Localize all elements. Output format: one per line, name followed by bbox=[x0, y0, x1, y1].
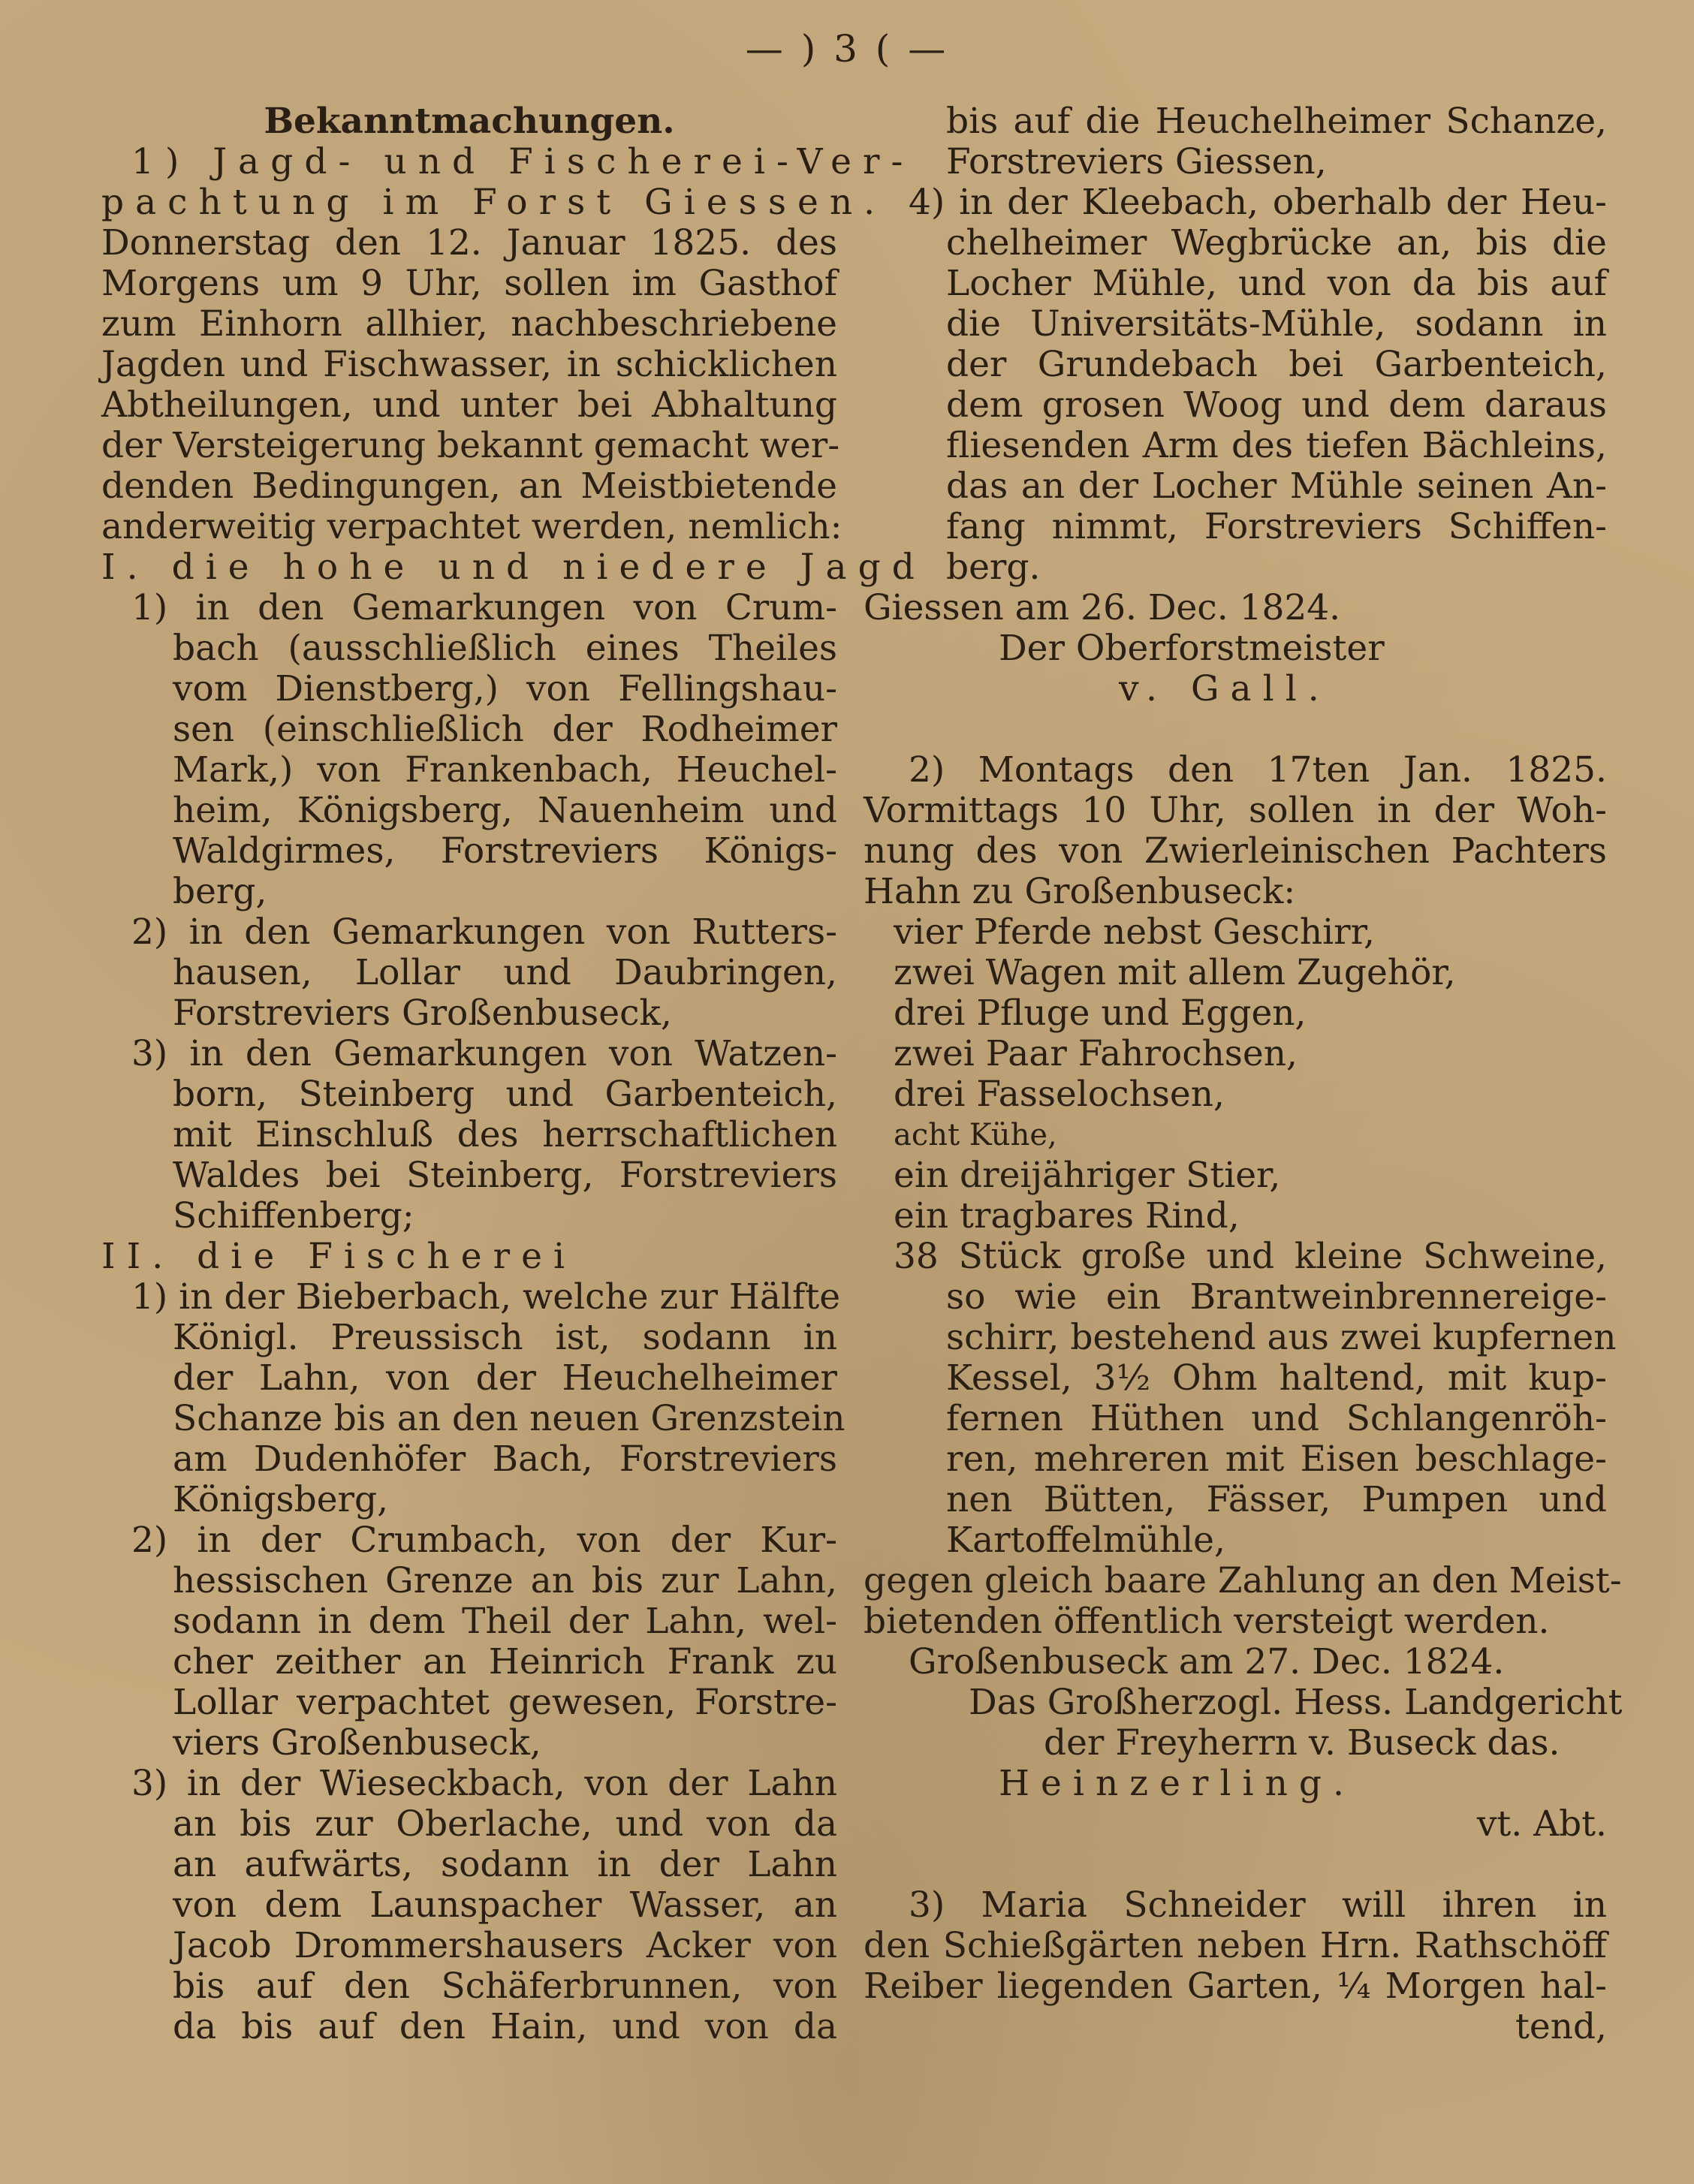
list-item: Forstreviers Großenbuseck, bbox=[173, 993, 672, 1034]
text-line: Hahn zu Großenbuseck: bbox=[864, 871, 1296, 912]
auction-item: schirr, bestehend aus zwei kupfernen bbox=[946, 1317, 1617, 1358]
notice-1-title: 1) Jagd- und Fischerei-Ver- bbox=[131, 141, 915, 182]
list-item: Waldes bei Steinberg, Forstreviers bbox=[173, 1155, 837, 1196]
list-item: der Lahn, von der Heuchelheimer bbox=[173, 1357, 837, 1399]
list-item: mit Einschluß des herrschaftlichen bbox=[173, 1114, 837, 1155]
list-item: cher zeither an Heinrich Frank zu bbox=[173, 1641, 837, 1682]
spacer bbox=[864, 709, 1607, 750]
list-item: Schiffenberg; bbox=[173, 1195, 414, 1237]
list-item: berg. bbox=[946, 547, 1041, 588]
list-item: chelheimer Wegbrücke an, bis die bbox=[946, 222, 1607, 264]
signature-title: Der Oberforstmeister bbox=[999, 628, 1385, 669]
text-line: tend, bbox=[1515, 2006, 1607, 2047]
signature-title: Das Großherzogl. Hess. Landgericht bbox=[969, 1682, 1623, 1723]
text-line: nung des von Zwierleinischen Pachters bbox=[864, 830, 1607, 872]
list-item: Waldgirmes, Forstreviers Königs- bbox=[173, 830, 837, 872]
list-item: 3) in den Gemarkungen von Watzen- bbox=[131, 1033, 837, 1074]
text-line: zum Einhorn allhier, nachbeschriebene bbox=[101, 303, 837, 345]
text-line: Jagden und Fischwasser, in schicklichen bbox=[101, 344, 837, 385]
list-item: dem grosen Woog und dem daraus bbox=[946, 384, 1607, 426]
list-item: Schanze bis an den neuen Grenzstein bbox=[173, 1398, 845, 1439]
text-line: Abtheilungen, und unter bei Abhaltung bbox=[101, 384, 837, 426]
list-item: fliesenden Arm des tiefen Bächleins, bbox=[946, 425, 1607, 466]
list-item: von dem Launspacher Wasser, an bbox=[173, 1884, 837, 1926]
text-line: den Schießgärten neben Hrn. Rathschöff bbox=[864, 1925, 1607, 1966]
signature-title: der Freyherrn v. Buseck das. bbox=[1044, 1722, 1560, 1764]
list-item: 4) in der Kleebach, oberhalb der Heu- bbox=[909, 182, 1607, 223]
list-item: der Grundebach bei Garbenteich, bbox=[946, 344, 1607, 385]
auction-item: Kartoffelmühle, bbox=[946, 1520, 1225, 1561]
list-item: sen (einschließlich der Rodheimer bbox=[173, 709, 837, 750]
text-line: anderweitig verpachtet werden, nemlich: bbox=[101, 506, 842, 547]
page-number-header: — ) 3 ( — bbox=[745, 27, 949, 71]
text-line: Donnerstag den 12. Januar 1825. des bbox=[101, 222, 837, 264]
text-line: Reiber liegenden Garten, ¼ Morgen hal- bbox=[864, 1966, 1607, 2007]
list-item: born, Steinberg und Garbenteich, bbox=[173, 1074, 837, 1115]
spacer bbox=[864, 1845, 1607, 1885]
list-item: bis auf die Heuchelheimer Schanze, bbox=[946, 101, 1607, 142]
list-item: Königsberg, bbox=[173, 1479, 389, 1520]
auction-item: fernen Hüthen und Schlangenröh- bbox=[946, 1398, 1607, 1439]
auction-item: ein dreijähriger Stier, bbox=[894, 1155, 1281, 1196]
auction-item: ein tragbares Rind, bbox=[894, 1195, 1240, 1237]
list-item: bach (ausschließlich eines Theiles bbox=[173, 628, 837, 669]
auction-item: zwei Wagen mit allem Zugehör, bbox=[894, 952, 1456, 993]
auction-item: 38 Stück große und kleine Schweine, bbox=[894, 1236, 1607, 1277]
list-item: fang nimmt, Forstreviers Schiffen- bbox=[946, 506, 1607, 547]
auction-item: ren, mehreren mit Eisen beschlage- bbox=[946, 1438, 1607, 1480]
left-column bbox=[101, 101, 926, 2047]
right-column bbox=[864, 101, 1623, 2047]
auction-item: so wie ein Brantweinbrennereige- bbox=[946, 1276, 1607, 1318]
list-item: 1) in der Bieberbach, welche zur Hälfte bbox=[131, 1276, 841, 1318]
list-item: die Universitäts-Mühle, sodann in bbox=[946, 303, 1607, 345]
signature-name: Heinzerling. bbox=[999, 1763, 1355, 1804]
text-line: bietenden öffentlich versteigt werden. bbox=[864, 1601, 1550, 1642]
list-item: das an der Locher Mühle seinen An- bbox=[946, 465, 1607, 507]
list-item: Forstreviers Giessen, bbox=[946, 141, 1327, 182]
section-heading: Bekanntmachungen. bbox=[264, 101, 675, 142]
text-line: Morgens um 9 Uhr, sollen im Gasthof bbox=[101, 263, 837, 304]
auction-item: zwei Paar Fahrochsen, bbox=[894, 1033, 1298, 1074]
auction-item: vier Pferde nebst Geschirr, bbox=[894, 911, 1375, 953]
list-item: Königl. Preussisch ist, sodann in bbox=[173, 1317, 837, 1358]
notice-1-title: pachtung im Forst Giessen. bbox=[101, 182, 887, 223]
signature-name: v. Gall. bbox=[1119, 668, 1331, 709]
list-item: hessischen Grenze an bis zur Lahn, bbox=[173, 1560, 837, 1601]
list-item: an aufwärts, sodann in der Lahn bbox=[173, 1844, 837, 1885]
list-item: 2) in der Crumbach, von der Kur- bbox=[131, 1520, 837, 1561]
list-item: 2) in den Gemarkungen von Rutters- bbox=[131, 911, 837, 953]
list-item: an bis zur Oberlache, und von da bbox=[173, 1803, 837, 1845]
list-item: Lollar verpachtet gewesen, Forstre- bbox=[173, 1682, 837, 1723]
auction-item: drei Pfluge und Eggen, bbox=[894, 993, 1307, 1034]
text-line: Vormittags 10 Uhr, sollen in der Woh- bbox=[864, 790, 1607, 831]
notice-date: Giessen am 26. Dec. 1824. bbox=[864, 587, 1341, 628]
list-item: viers Großenbuseck, bbox=[173, 1722, 541, 1764]
list-item: berg, bbox=[173, 871, 267, 912]
notice-date: Großenbuseck am 27. Dec. 1824. bbox=[909, 1641, 1505, 1682]
notice-3-text: 3) Maria Schneider will ihren in bbox=[909, 1884, 1607, 1926]
text-line: der Versteigerung bekannt gemacht wer- bbox=[101, 425, 840, 466]
list-item: da bis auf den Hain, und von da bbox=[173, 2006, 837, 2047]
list-item: sodann in dem Theil der Lahn, wel- bbox=[173, 1601, 837, 1642]
list-item: heim, Königsberg, Nauenheim und bbox=[173, 790, 837, 831]
text-line: gegen gleich baare Zahlung an den Meist- bbox=[864, 1560, 1622, 1601]
list-heading-hunting: I. die hohe und niedere Jagd bbox=[101, 547, 926, 588]
list-item: 1) in den Gemarkungen von Crum- bbox=[131, 587, 837, 628]
list-item: bis auf den Schäferbrunnen, von bbox=[173, 1966, 837, 2007]
auction-item: acht Kühe, bbox=[894, 1118, 1057, 1152]
list-item: am Dudenhöfer Bach, Forstreviers bbox=[173, 1438, 837, 1480]
auction-item: drei Fasselochsen, bbox=[894, 1074, 1225, 1115]
list-item: Jacob Drommershausers Acker von bbox=[173, 1925, 837, 1966]
list-item: hausen, Lollar und Daubringen, bbox=[173, 952, 837, 993]
list-item: 3) in der Wieseckbach, von der Lahn bbox=[131, 1763, 837, 1804]
list-item: vom Dienstberg,) von Fellingshau- bbox=[173, 668, 837, 709]
notice-2-text: 2) Montags den 17ten Jan. 1825. bbox=[909, 749, 1607, 791]
signature-abbrev: vt. Abt. bbox=[1476, 1803, 1607, 1845]
text-line: denden Bedingungen, an Meistbietende bbox=[101, 465, 837, 507]
auction-item: nen Bütten, Fässer, Pumpen und bbox=[946, 1479, 1607, 1520]
list-item: Mark,) von Frankenbach, Heuchel- bbox=[173, 749, 837, 791]
list-heading-fishing: II. die Fischerei bbox=[101, 1236, 577, 1277]
list-item: Locher Mühle, und von da bis auf bbox=[946, 263, 1607, 304]
auction-item: Kessel, 3½ Ohm haltend, mit kup- bbox=[946, 1357, 1607, 1399]
